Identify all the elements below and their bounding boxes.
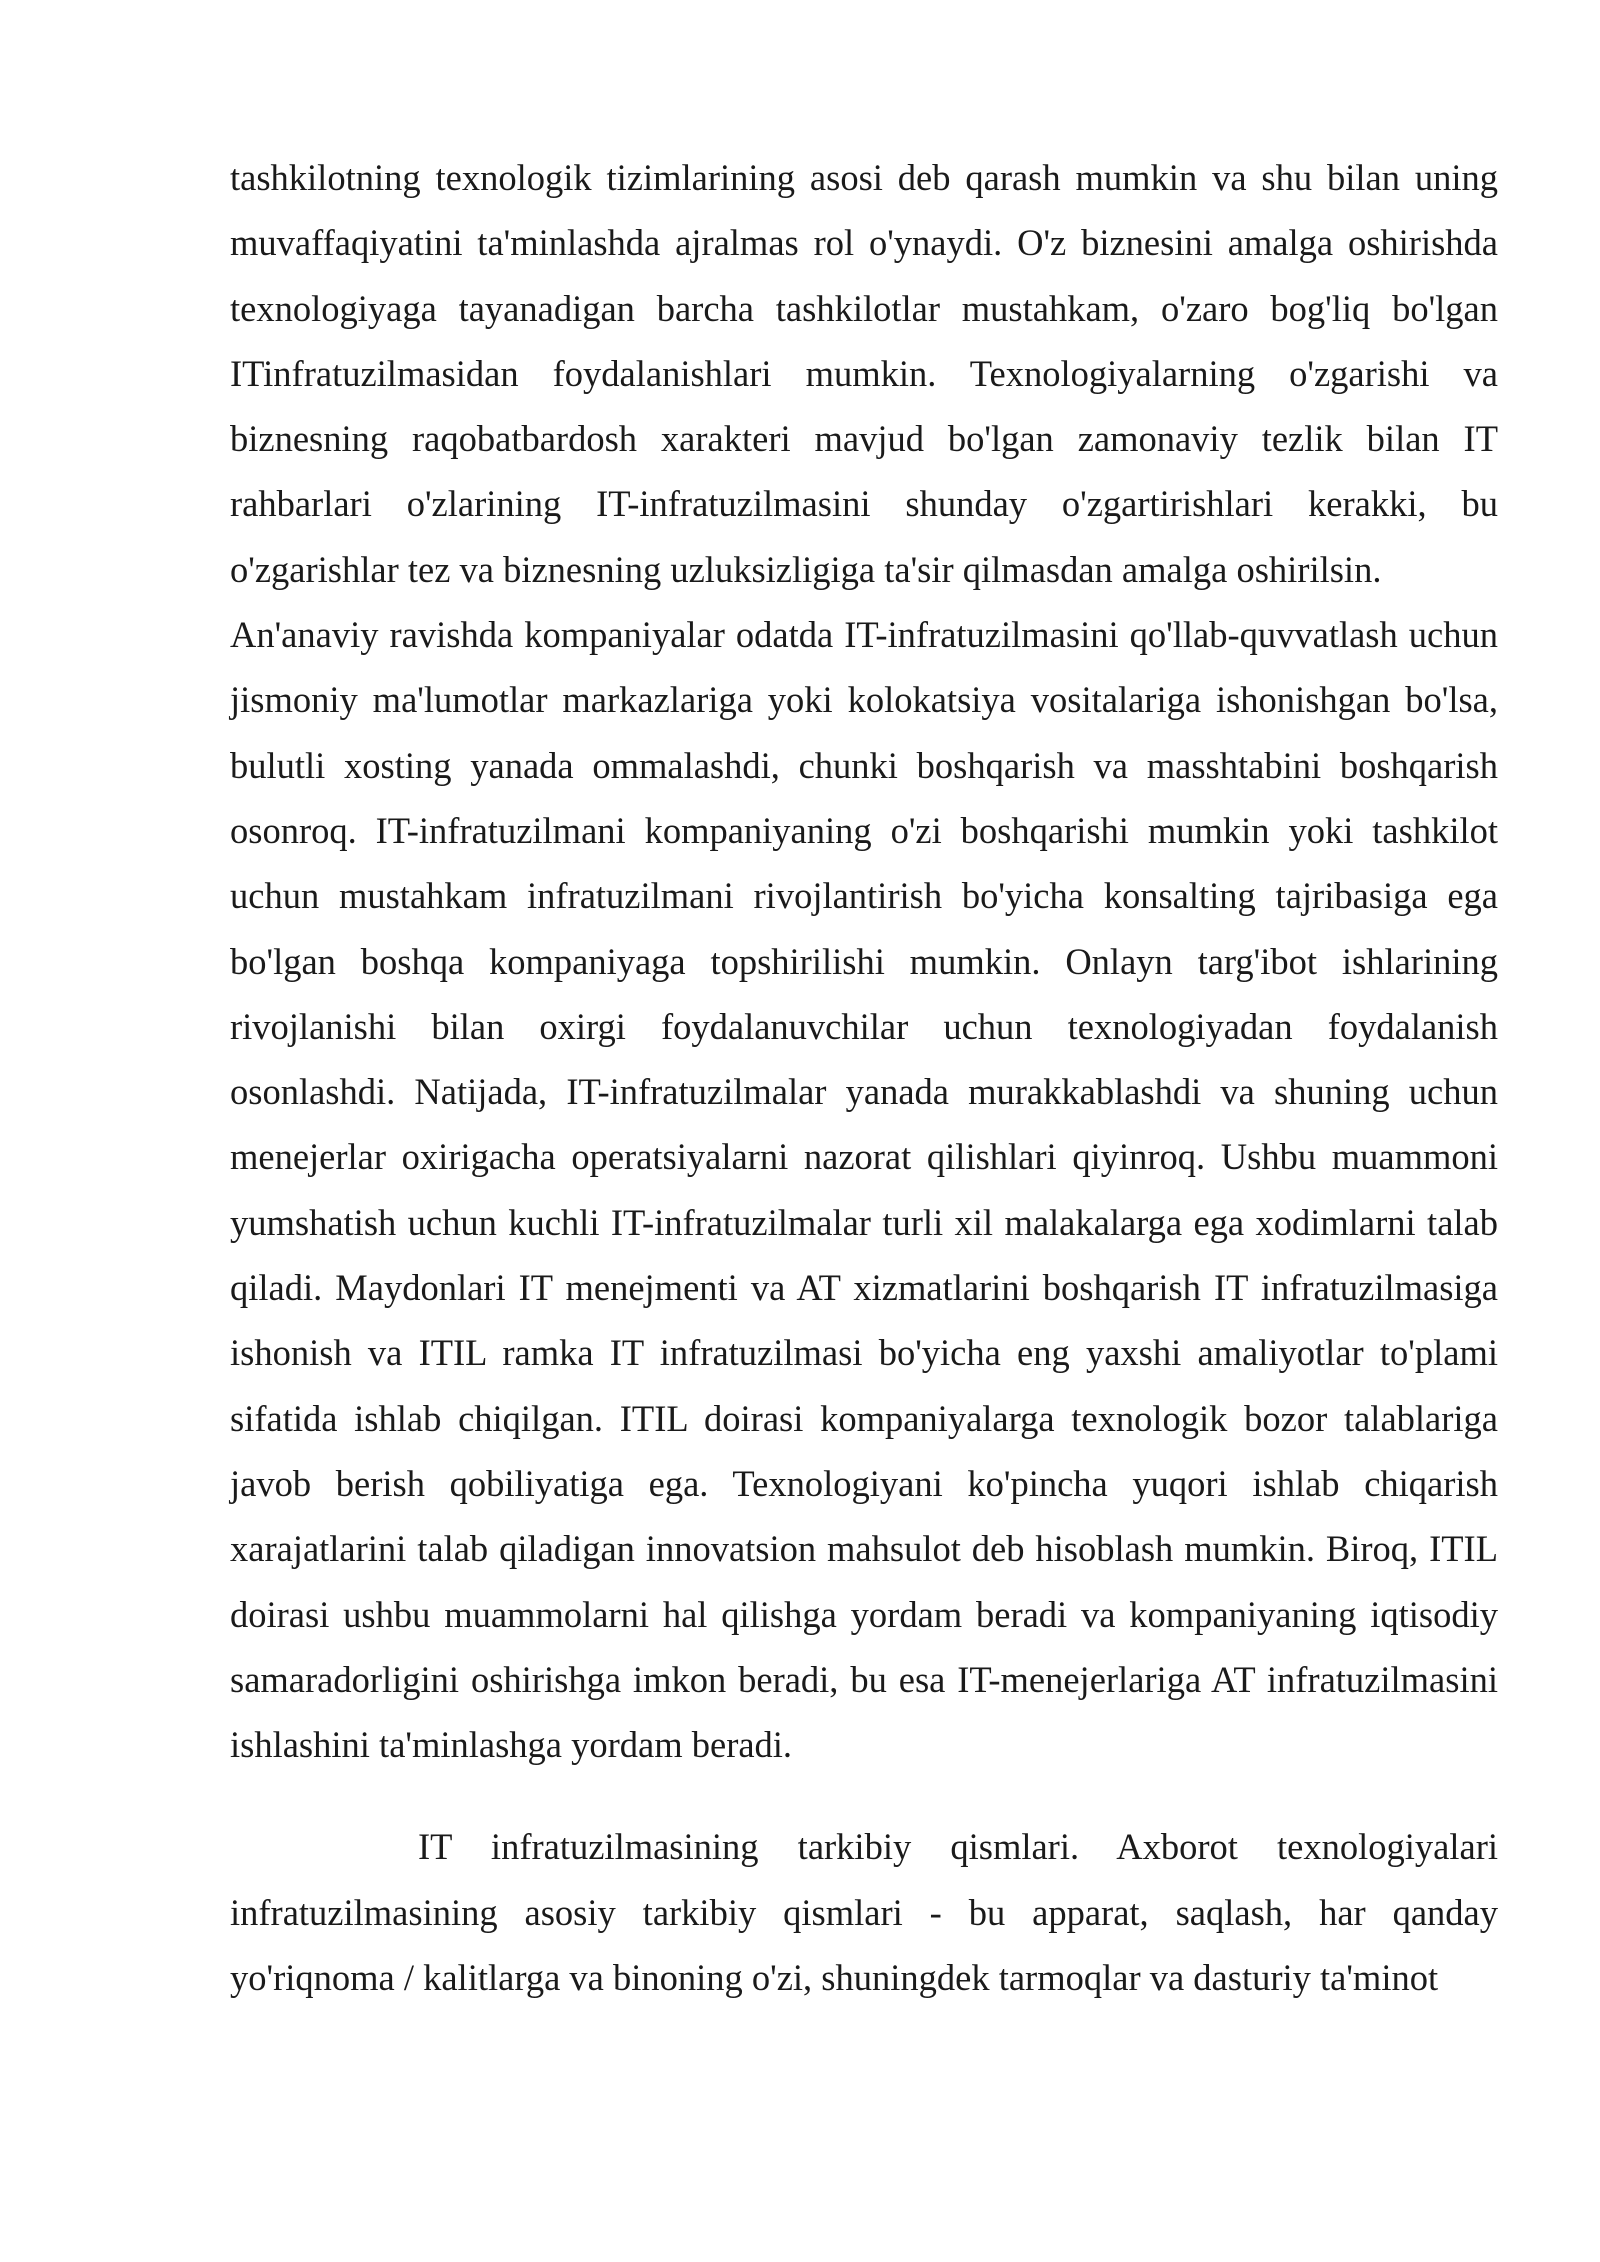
body-paragraph-1: tashkilotning texnologik tizimlarining asosi deb qarash mumkin va shu bilan uning muvaffaqiyatini ta'minlashda ajralmas rol o'ynaydi. O'z biznesini amalga oshirishda texnologiyaga tayanadigan barcha tashkilotlar mustahkam, o'zaro bog'liq bo'lgan ITinfratuzilmasidan foydalanishlari mumkin. Texnologiyalarning o'zgarishi va biznesning raqobatbardosh xarakteri mavjud bo'lgan zamonaviy tezlik bilan IT rahbarlari o'zlarining IT-infratuzilmasini shunday o'zgartirishlari kerakki, bu o'zgarishlar tez va biznesning uzluksizligiga ta'sir qilmasdan amalga oshirilsin. xyxy=(230,157,1498,590)
document-body xyxy=(230,145,1498,2010)
body-paragraph-3: IT infratuzilmasining tarkibiy qismlari. Axborot texnologiyalari infratuzilmasining asosiy tarkibiy qismlari - bu apparat, saqlash, har qanday yo'riqnoma / kalitlarga va binoning o'zi, shuningdek tarmoqlar va dasturiy ta'minot xyxy=(230,1826,1498,1999)
body-paragraph-2: An'anaviy ravishda kompaniyalar odatda IT-infratuzilmasini qo'llab-quvvatlash uchun jismoniy ma'lumotlar markazlariga yoki kolokatsiya vositalariga ishonishgan bo'lsa, bulutli xosting yanada ommalashdi, chunki boshqarish va masshtabini boshqarish osonroq. IT-infratuzilmani kompaniyaning o'zi boshqarishi mumkin yoki tashkilot uchun mustahkam infratuzilmani rivojlantirish bo'yicha konsalting tajribasiga ega bo'lgan boshqa kompaniyaga topshirilishi mumkin. Onlayn targ'ibot ishlarining rivojlanishi bilan oxirgi foydalanuvchilar uchun texnologiyadan foydalanish osonlashdi. Natijada, IT-infratuzilmalar yanada murakkablashdi va shuning uchun menejerlar oxirigacha operatsiyalarni nazorat qilishlari qiyinroq. Ushbu muammoni yumshatish uchun kuchli IT-infratuzilmalar turli xil malakalarga ega xodimlarni talab qiladi. Maydonlari IT menejmenti va AT xizmatlarini boshqarish IT infratuzilmasiga ishonish va ITIL ramka IT infratuzilmasi bo'yicha eng yaxshi amaliyotlar to'plami sifatida ishlab chiqilgan. ITIL doirasi kompaniyalarga texnologik bozor talablariga javob berish qobiliyatiga ega. Texnologiyani ko'pincha yuqori ishlab chiqarish xarajatlarini talab qiladigan innovatsion mahsulot deb hisoblash mumkin. Biroq, ITIL doirasi ushbu muammolarni hal qilishga yordam beradi va kompaniyaning iqtisodiy samaradorligini oshirishga imkon beradi, bu esa IT-menejerlariga AT infratuzilmasini ishlashini ta'minlashga yordam beradi. xyxy=(230,614,1498,1766)
